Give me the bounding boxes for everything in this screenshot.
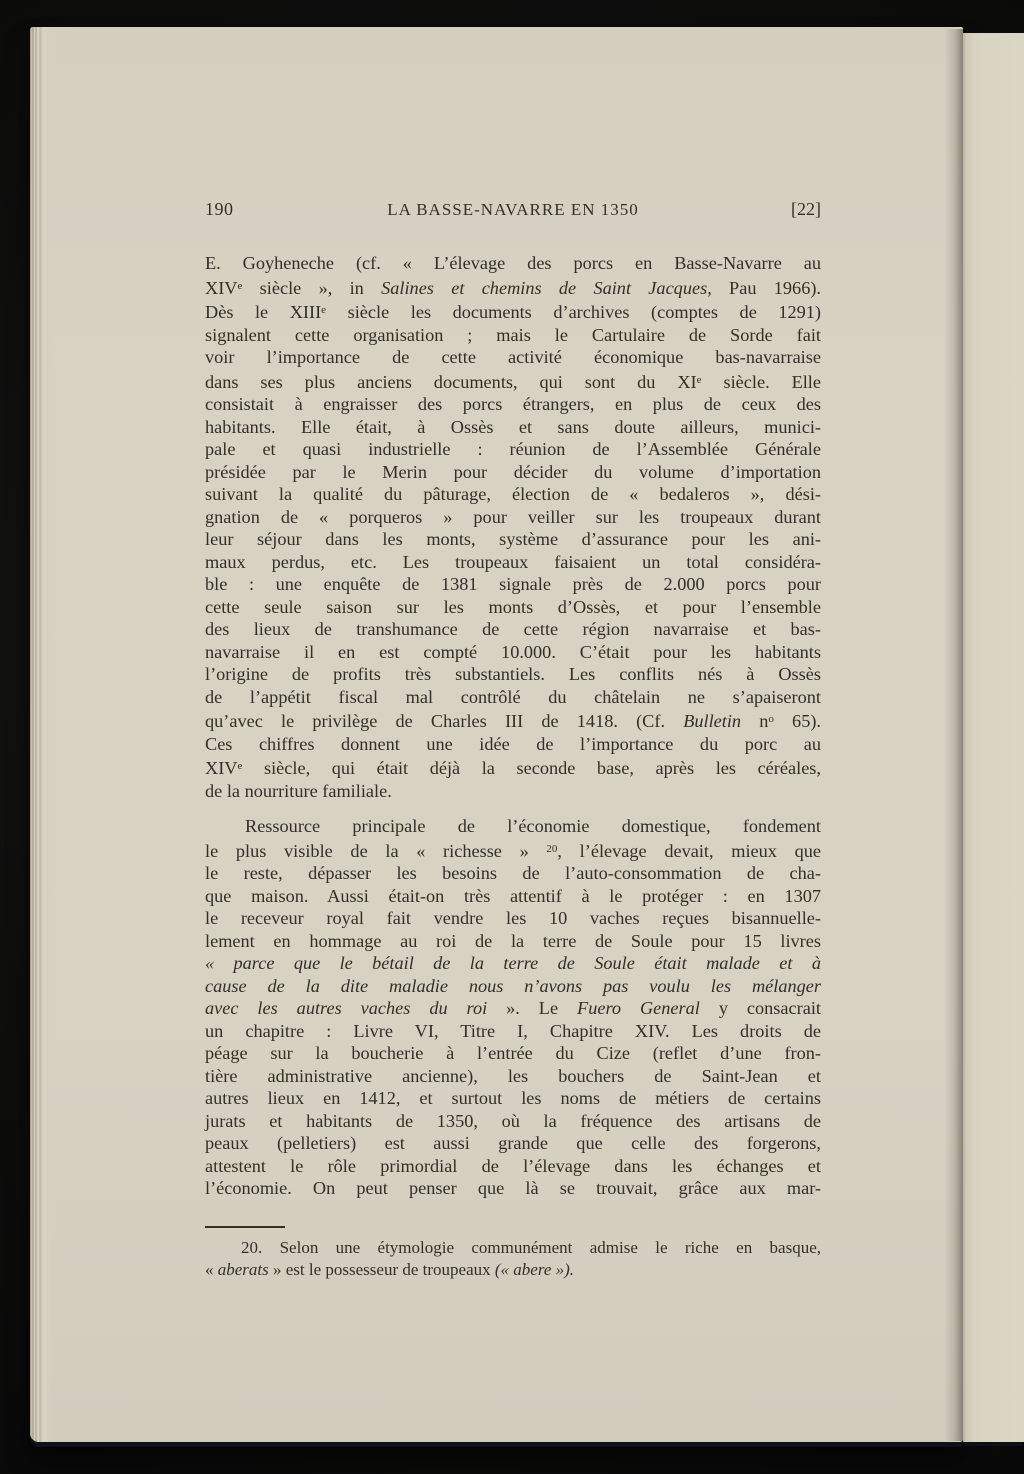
- text-line: [205, 708, 821, 733]
- text-segment: , l’élevage devait, mieux que: [557, 840, 821, 861]
- text-line: [205, 506, 821, 529]
- text-segment: Ressource principale de l’économie domestique, fondement: [245, 816, 821, 836]
- facing-page-edge: [963, 33, 1024, 1442]
- text-segment: présidée par le Merin pour décider du volume d’importation: [205, 461, 821, 482]
- text-segment: E. Goyheneche (cf. « L’élevage des porcs en Basse-Navarre au: [205, 253, 821, 273]
- running-title: LA BASSE-NAVARRE EN 1350: [387, 200, 639, 219]
- text-line: [205, 907, 821, 930]
- text-line: [205, 551, 821, 574]
- text-line: [205, 1020, 821, 1043]
- text-segment: attestent le rôle primordial de l’élevage dans les échanges et: [205, 1155, 821, 1176]
- italic-segment: Salines et chemins de Saint Jacques,: [381, 277, 712, 298]
- text-segment: siècle, qui était déjà la seconde base, après les céréales,: [242, 758, 821, 778]
- text-segment: l’origine de profits très substantiels. Les conflits nés à Ossès: [205, 664, 821, 684]
- text-segment: cette seule saison sur les monts d’Ossès, et pour l’ensemble: [205, 596, 821, 617]
- text-segment: suivant la qualité du pâturage, élection de « bedaleros », dési-: [205, 484, 821, 504]
- text-line: [205, 596, 821, 619]
- text-line: [205, 438, 821, 461]
- column-reference: [22]: [791, 199, 821, 219]
- text-line: [205, 1110, 821, 1133]
- text-segment: que maison. Aussi était-on très attentif à le protéger : en 1307: [205, 885, 821, 906]
- superscript-segment: e: [696, 373, 702, 386]
- footnote-text: [205, 1237, 821, 1281]
- text-line: [205, 573, 821, 596]
- text-segment: y consacrait: [699, 998, 822, 1018]
- text-line: [205, 393, 821, 416]
- text-segment: Ces chiffres donnent une idée de l’importance du porc au: [205, 733, 821, 754]
- superscript-segment: 20: [546, 842, 558, 855]
- italic-segment: aberats: [217, 1259, 269, 1279]
- book-page: [30, 27, 963, 1442]
- text-segment: XIV: [205, 277, 238, 298]
- superscript-segment: e: [321, 304, 327, 316]
- text-segment: Dès le XIII: [205, 302, 322, 322]
- text-line: [205, 975, 821, 998]
- italic-segment: avec les autres vaches du roi: [205, 998, 488, 1018]
- text-block: [205, 27, 821, 1281]
- text-segment: peaux (pelletiers) est aussi grande que celle des forgerons,: [205, 1133, 821, 1153]
- text-segment: leur séjour dans les monts, système d’assurance pour les ani-: [205, 529, 821, 549]
- italic-segment: Bulletin: [683, 711, 742, 731]
- text-segment: siècle. Elle: [701, 371, 822, 392]
- text-line: [205, 1177, 821, 1200]
- text-segment: habitants. Elle était, à Ossès et sans doute ailleurs, munici-: [205, 416, 821, 437]
- text-line: [205, 1132, 821, 1155]
- text-segment: voir l’importance de cette activité économique bas-navarraise: [205, 347, 821, 367]
- footnote-rule: [205, 1226, 285, 1228]
- text-segment: de l’appétit fiscal mal contrôlé du châtelain ne s’apaiseront: [205, 686, 821, 707]
- text-segment: des lieux de transhumance de cette région navarraise et bas-: [205, 619, 821, 639]
- italic-segment: « parce que le bétail de la terre de Soule était malade et à: [205, 953, 821, 973]
- text-line: [205, 815, 821, 838]
- page-header: [205, 198, 821, 221]
- text-line: [205, 1042, 821, 1065]
- text-line: [205, 369, 821, 394]
- text-line: [205, 324, 821, 347]
- text-line: [205, 461, 821, 484]
- text-line: [205, 483, 821, 506]
- text-line: [205, 838, 821, 863]
- text-line: [205, 755, 821, 780]
- italic-segment: Fuero General: [577, 998, 700, 1018]
- text-segment: 65).: [773, 711, 821, 731]
- text-line: [205, 663, 821, 686]
- text-line: [205, 275, 821, 300]
- text-segment: navarraise il en est compté 10.000. C’était pour les habitants: [205, 641, 821, 662]
- text-line: [205, 686, 821, 709]
- text-segment: le plus visible de la « richesse »: [205, 840, 547, 861]
- text-segment: de la nourriture familiale.: [205, 780, 392, 801]
- paragraph: [205, 252, 821, 802]
- text-line: [205, 1065, 821, 1088]
- text-segment: siècle », in: [242, 277, 382, 298]
- text-segment: XIV: [205, 758, 238, 778]
- page-stack-edge: [30, 27, 52, 1442]
- text-segment: pale et quasi industrielle : réunion de l’Assemblée Générale: [205, 439, 821, 459]
- text-line: [205, 1155, 821, 1178]
- text-segment: «: [205, 1259, 218, 1279]
- text-line: [205, 1087, 821, 1110]
- text-line: [205, 1237, 821, 1259]
- text-line: [205, 997, 821, 1020]
- body-text: [205, 252, 821, 1200]
- text-segment: jurats et habitants de 1350, où la fréquence des artisans de: [205, 1110, 821, 1131]
- page-number: 190: [205, 199, 234, 219]
- text-segment: siècle les documents d’archives (comptes de 1291): [326, 302, 821, 322]
- text-line: [205, 930, 821, 953]
- italic-segment: (« abere »).: [494, 1259, 575, 1279]
- text-line: [205, 952, 821, 975]
- text-segment: ». Le: [487, 998, 578, 1018]
- text-line: [205, 862, 821, 885]
- text-segment: tière administrative ancienne), les bouchers de Saint-Jean et: [205, 1065, 821, 1086]
- text-segment: qu’avec le privilège de Charles III de 1418. (Cf.: [205, 711, 684, 731]
- superscript-segment: e: [237, 760, 243, 772]
- text-segment: le reste, dépasser les besoins de l’auto-consommation de cha-: [205, 863, 821, 883]
- superscript-segment: o: [768, 713, 774, 725]
- text-segment: consistait à engraisser des porcs étrangers, en plus de ceux des: [205, 394, 821, 414]
- text-segment: lement en hommage au roi de la terre de Soule pour 15 livres: [205, 930, 821, 951]
- text-segment: gnation de « porqueros » pour veiller sur les troupeaux durant: [205, 506, 821, 527]
- text-line: [205, 780, 821, 803]
- text-segment: l’économie. On peut penser que là se trouvait, grâce aux mar-: [205, 1178, 821, 1198]
- text-line: [205, 528, 821, 551]
- text-segment: 20. Selon une étymologie communément admise le riche en basque,: [241, 1237, 821, 1257]
- text-segment: Pau 1966).: [711, 277, 821, 298]
- italic-segment: cause de la dite maladie nous n’avons pas voulu les mélanger: [205, 975, 821, 996]
- text-line: [205, 618, 821, 641]
- text-segment: le receveur royal fait vendre les 10 vaches reçues bisannuelle-: [205, 908, 821, 928]
- text-segment: » est le possesseur de troupeaux: [268, 1259, 495, 1279]
- text-line: [205, 641, 821, 664]
- text-line: [205, 299, 821, 324]
- text-segment: signalent cette organisation ; mais le Cartulaire de Sorde fait: [205, 324, 821, 345]
- text-segment: ble : une enquête de 1381 signale près de 2.000 porcs pour: [205, 574, 821, 594]
- text-line: [205, 252, 821, 275]
- text-segment: maux perdus, etc. Les troupeaux faisaient un total considéra-: [205, 551, 821, 572]
- text-segment: dans ses plus anciens documents, qui sont du XI: [205, 371, 697, 392]
- paragraph: [205, 815, 821, 1200]
- text-line: [205, 885, 821, 908]
- text-line: [205, 416, 821, 439]
- text-segment: autres lieux en 1412, et surtout les noms de métiers de certains: [205, 1088, 821, 1108]
- text-segment: péage sur la boucherie à l’entrée du Cize (reflet d’une fron-: [205, 1043, 821, 1063]
- text-segment: n: [741, 711, 769, 731]
- gutter-shadow: [944, 29, 963, 1441]
- text-line: [205, 346, 821, 369]
- text-segment: un chapitre : Livre VI, Titre I, Chapitre XIV. Les droits de: [205, 1020, 821, 1041]
- superscript-segment: e: [237, 279, 243, 292]
- text-line: [205, 733, 821, 756]
- text-line: [205, 1259, 821, 1281]
